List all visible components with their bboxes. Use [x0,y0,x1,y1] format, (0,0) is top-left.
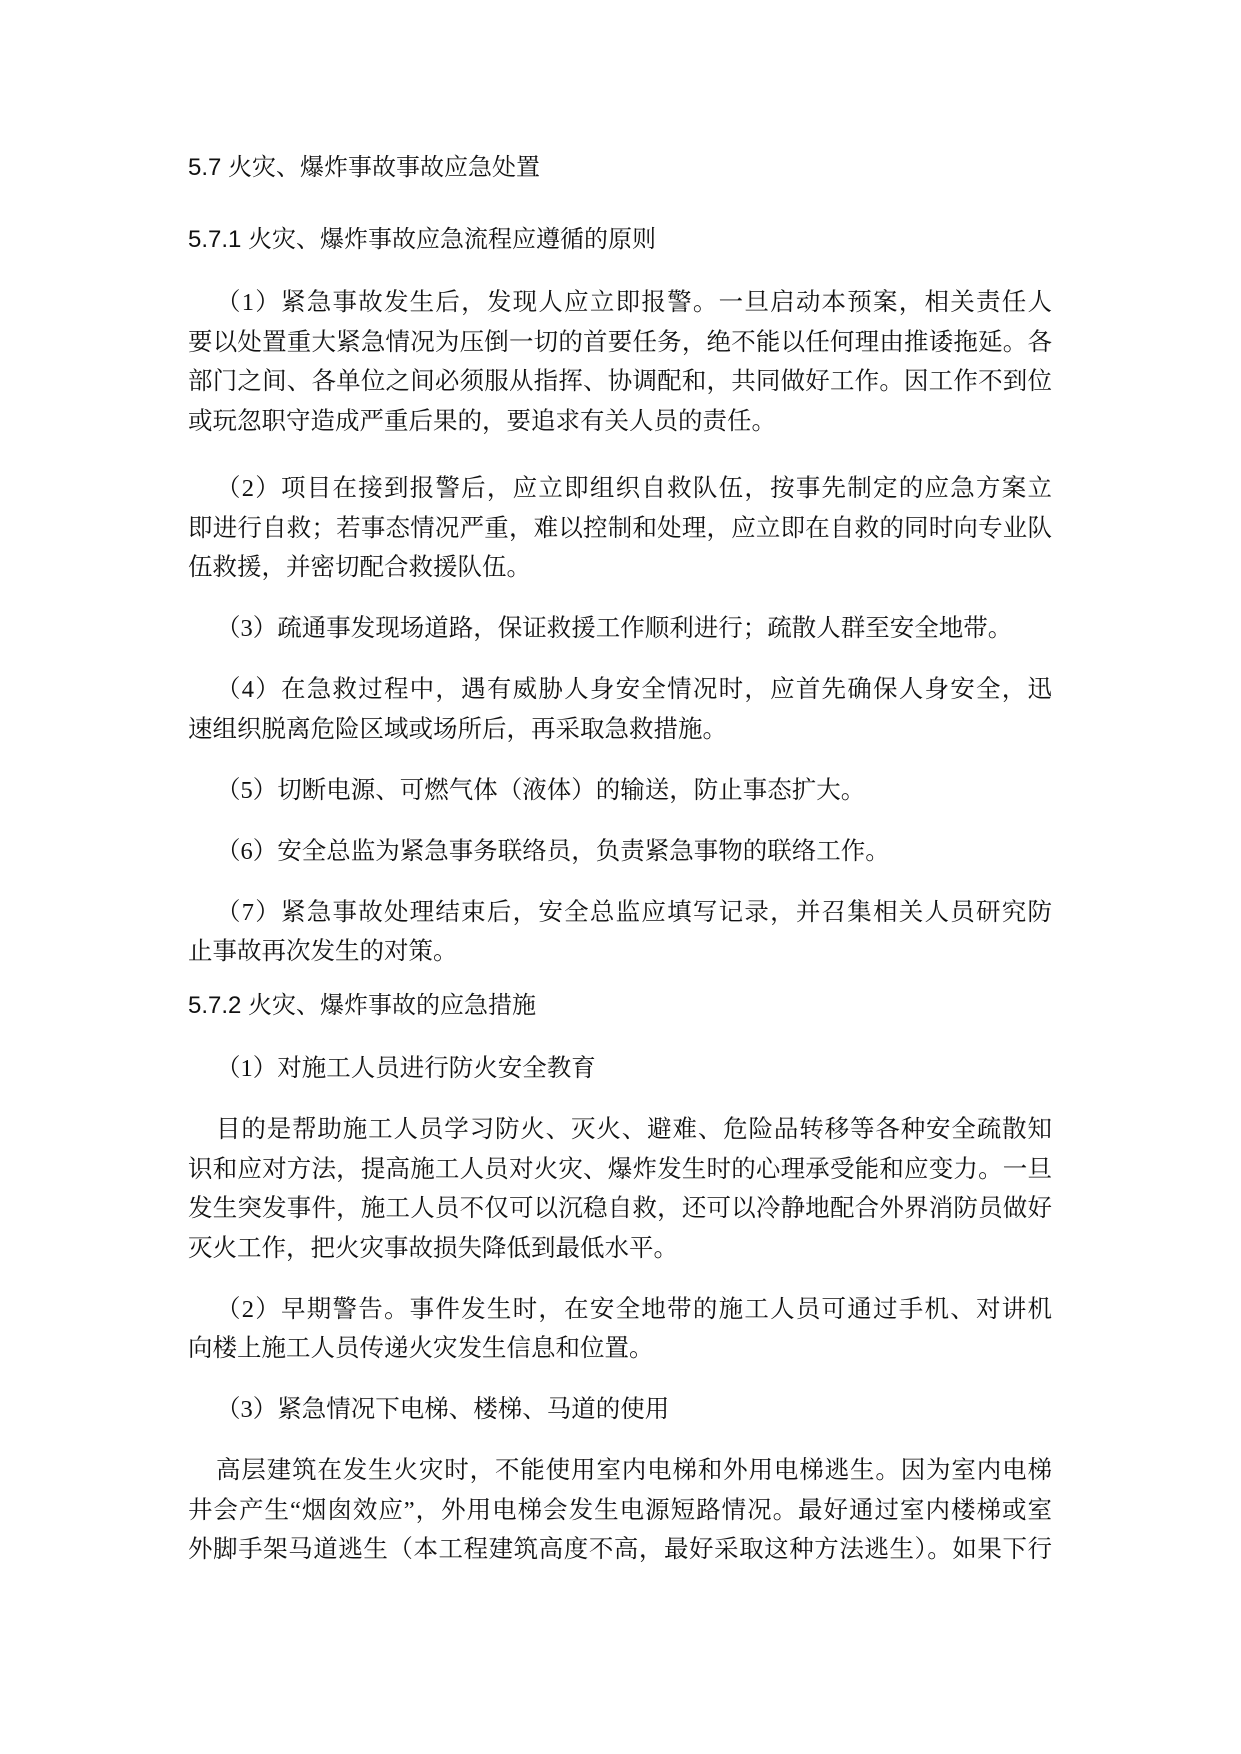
paragraph-line: 识和应对方法，提高施工人员对火灾、爆炸发生时的心理承受能和应变力。一旦 [188,1155,1052,1183]
paragraph-line: 伍救援，并密切配合救援队伍。 [188,554,531,581]
paragraph-line: 速组织脱离危险区域或场所后，再采取急救措施。 [188,715,727,743]
paragraph-line: （3）疏通事发现场道路，保证救援工作顺利进行；疏散人群至安全地带。 [216,615,1013,642]
paragraph [188,1110,1052,1268]
paragraph-line: 外脚手架马道逃生（本工程建筑高度不高，最好采取这种方法逃生）。如果下行 [188,1536,1052,1563]
paragraph-line: 止事故再次发生的对策。 [188,938,458,965]
paragraph-line: （5）切断电源、可燃气体（液体）的输送，防止事态扩大。 [216,776,866,804]
paragraph [188,1290,1052,1369]
paragraph-line: 灭火工作，把火灾事故损失降低到最低水平。 [188,1234,678,1262]
paragraph-line: 目的是帮助施工人员学习防火、灭火、避难、危险品转移等各种安全疏散知 [216,1116,1052,1143]
document-body [188,148,1052,1570]
paragraph-line: 发生突发事件，施工人员不仅可以沉稳自救，还可以冷静地配合外界消防员做好 [188,1195,1052,1222]
paragraph [188,1451,1052,1570]
paragraph-line: 高层建筑在发生火灾时，不能使用室内电梯和外用电梯逃生。因为室内电梯 [216,1457,1052,1484]
paragraph-line: （4）在急救过程中，遇有威胁人身安全情况时，应首先确保人身安全，迅 [216,676,1052,703]
paragraph-line: （1）紧急事故发生后，发现人应立即报警。一旦启动本预案，相关责任人 [216,289,1052,316]
paragraph-line: 井会产生“烟囱效应”，外用电梯会发生电源短路情况。最好通过室内楼梯或室 [188,1496,1052,1524]
paragraph-line: 或玩忽职守造成严重后果的，要追求有关人员的责任。 [188,407,776,435]
paragraph [188,771,1052,811]
paragraph [188,1049,1052,1089]
paragraph-line: （1）对施工人员进行防火安全教育 [216,1055,596,1082]
paragraph-line: 部门之间、各单位之间必须服从指挥、协调配和，共同做好工作。因工作不到位 [188,368,1052,395]
paragraph-line: 要以处置重大紧急情况为压倒一切的首要任务，绝不能以任何理由推诿拖延。各 [188,328,1052,356]
paragraph-line: 向楼上施工人员传递火灾发生信息和位置。 [188,1335,654,1362]
section-heading: 5.7 火灾、爆炸事故事故应急处置 [188,154,541,181]
paragraph [188,670,1052,749]
paragraph [188,893,1052,972]
paragraph-line: （2）早期警告。事件发生时，在安全地带的施工人员可通过手机、对讲机 [216,1295,1052,1323]
paragraph [188,609,1052,649]
paragraph-line: （3）紧急情况下电梯、楼梯、马道的使用 [216,1396,670,1423]
paragraph-line: （2）项目在接到报警后，应立即组织自救队伍，按事先制定的应急方案立 [216,475,1052,502]
paragraph-line: （6）安全总监为紧急事务联络员，负责紧急事物的联络工作。 [216,837,890,865]
paragraph [188,1390,1052,1430]
paragraph [188,469,1052,588]
section-heading: 5.7.1 火灾、爆炸事故应急流程应遵循的原则 [188,226,657,253]
paragraph-line: 即进行自救；若事态情况严重，难以控制和处理，应立即在自救的同时向专业队 [188,514,1052,542]
paragraph-line: （7）紧急事故处理结束后，安全总监应填写记录，并召集相关人员研究防 [216,898,1052,926]
paragraph [188,283,1052,441]
paragraph [188,832,1052,872]
section-heading: 5.7.2 火灾、爆炸事故的应急措施 [188,992,537,1019]
